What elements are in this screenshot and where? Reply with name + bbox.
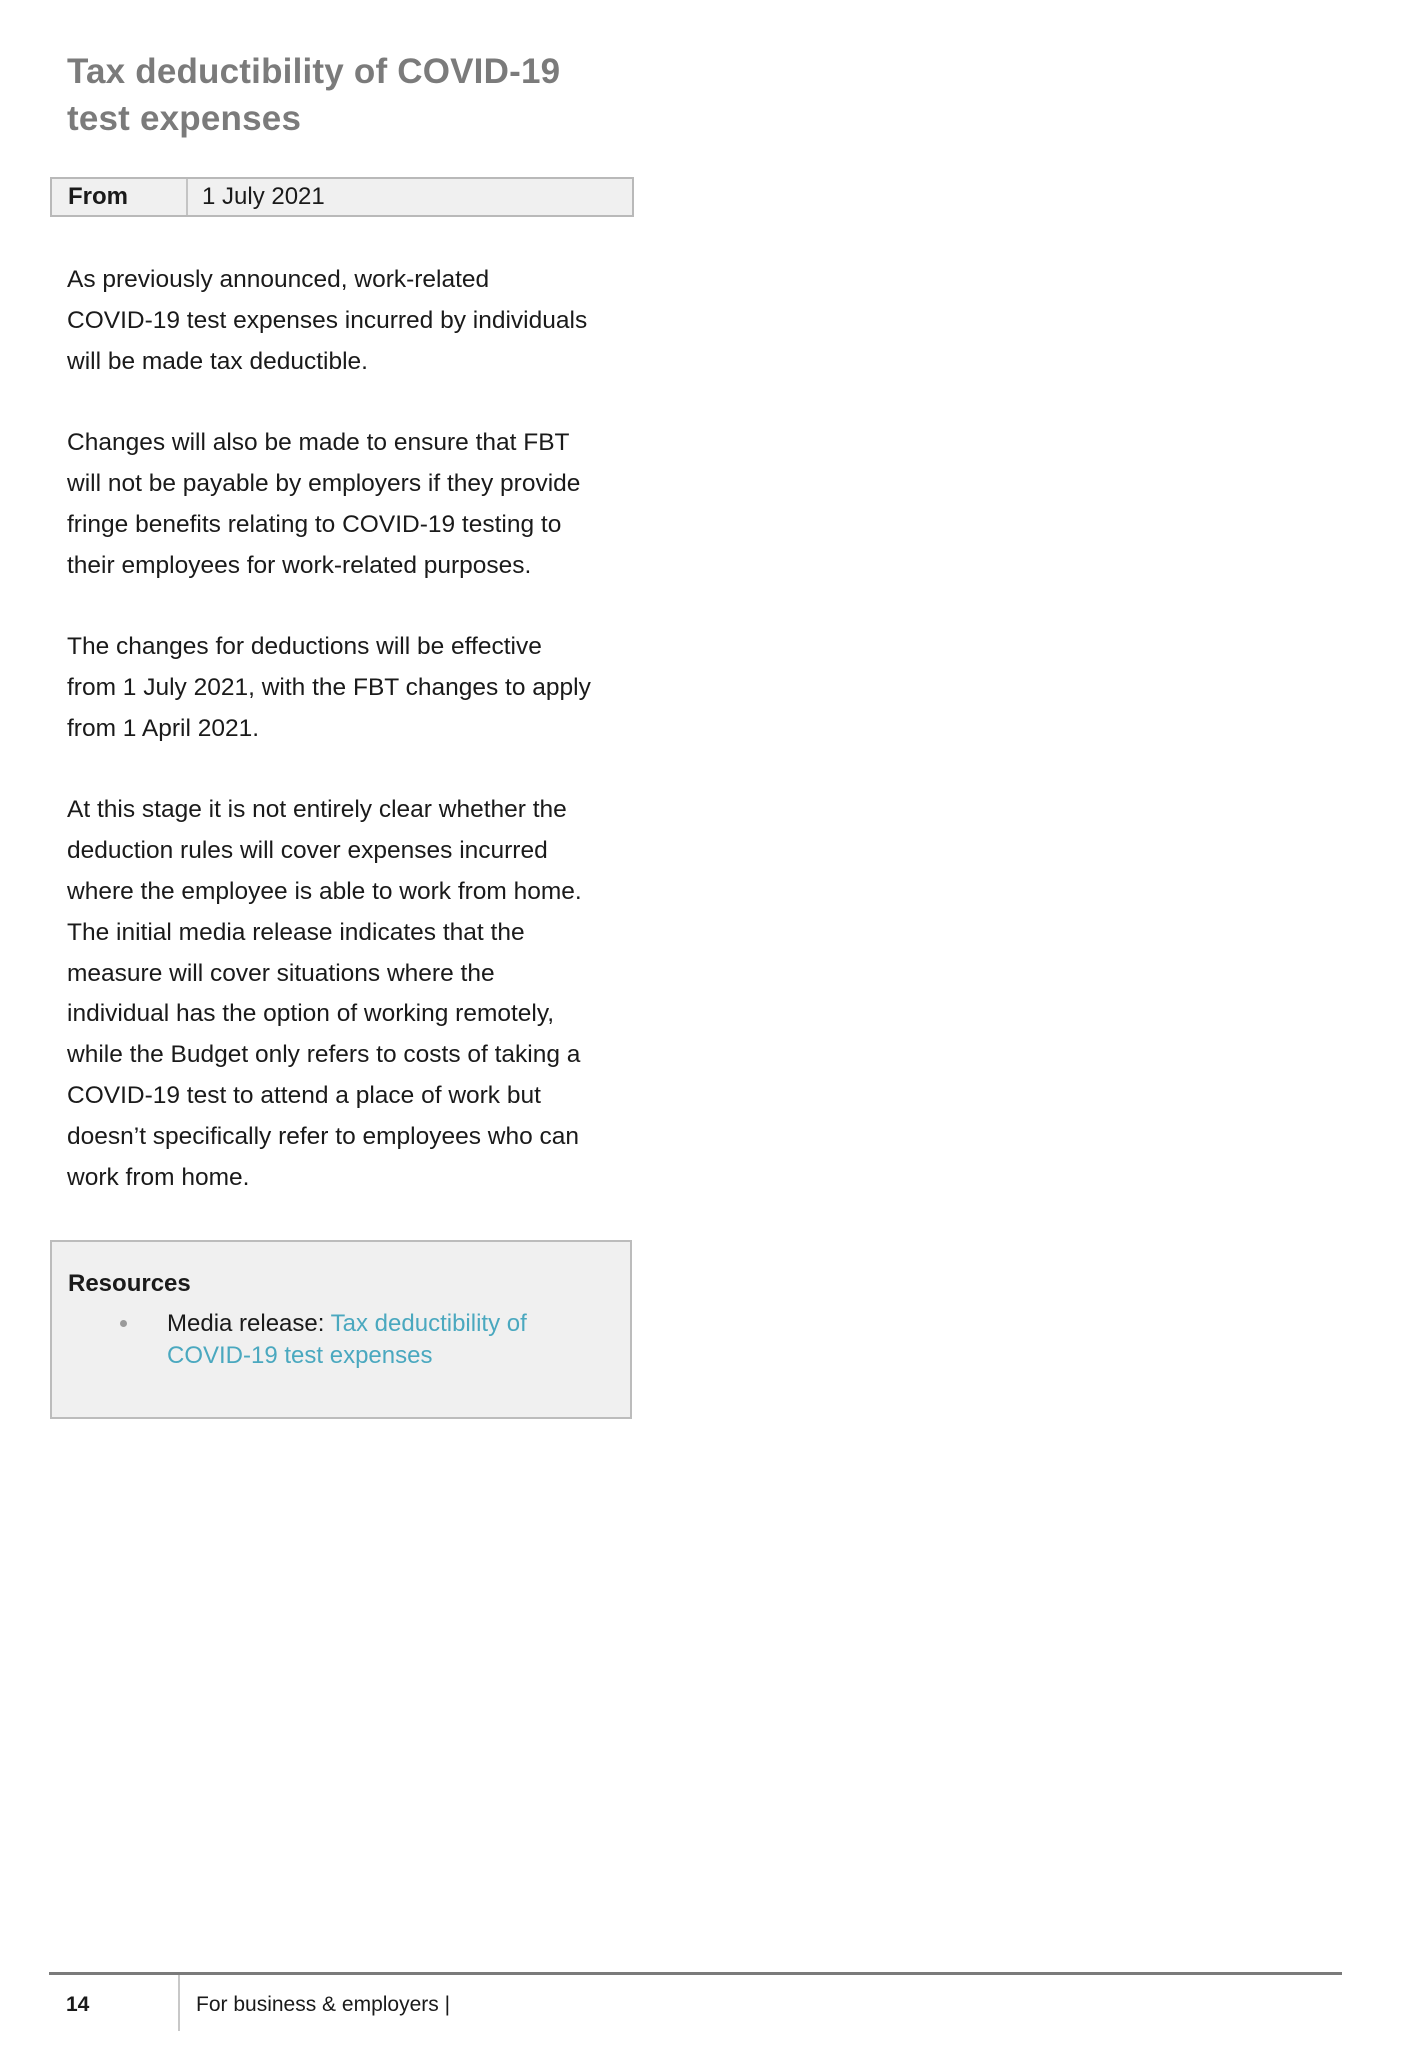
footer-divider-line: [49, 1972, 1342, 1975]
article-body: [67, 260, 667, 1239]
text-line: individual has the option of working remotely,: [67, 1000, 555, 1028]
page-title-line: test expenses: [67, 99, 302, 138]
text-line: deduction rules will cover expenses incurred: [67, 837, 548, 865]
resource-prefix: Media release:: [167, 1310, 331, 1337]
text-line: As previously announced, work-related: [67, 266, 490, 293]
from-label: From: [52, 179, 188, 215]
footer-vertical-separator: [178, 1975, 180, 2031]
page-title-line: Tax deductibility of COVID-19: [67, 52, 561, 91]
resources-list: [52, 1308, 630, 1372]
text-line: COVID-19 test to attend a place of work but: [67, 1081, 541, 1109]
paragraph-effective-dates: [67, 627, 667, 749]
bullet-dot-icon: [120, 1320, 127, 1327]
text-line: measure will cover situations where the: [67, 959, 495, 987]
text-line: COVID-19 test expenses incurred by individuals: [67, 306, 588, 334]
media-release-link[interactable]: Tax deductibility of: [330, 1310, 527, 1337]
page-title: [67, 48, 687, 142]
resource-line: [167, 1308, 630, 1340]
text-line: where the employee is able to work from home.: [67, 877, 582, 905]
text-line: The changes for deductions will be effective: [67, 633, 542, 661]
text-line: while the Budget only refers to costs of taking a: [67, 1041, 581, 1069]
resource-line: [167, 1340, 630, 1372]
text-line: their employees for work-related purposes.: [67, 551, 532, 579]
paragraph-announcement: [67, 260, 667, 382]
effective-date-table: [50, 177, 634, 217]
media-release-link-continued[interactable]: COVID-19 test expenses: [167, 1342, 433, 1369]
text-line: from 1 July 2021, with the FBT changes to apply: [67, 673, 591, 701]
text-line: At this stage it is not entirely clear whether the: [67, 796, 567, 824]
text-line: fringe benefits relating to COVID-19 testing to: [67, 510, 562, 538]
text-line: will not be payable by employers if they provide: [67, 469, 581, 497]
paragraph-fbt: [67, 423, 667, 586]
text-line: The initial media release indicates that the: [67, 918, 525, 946]
resources-heading: Resources: [68, 1270, 191, 1297]
text-line: will be made tax deductible.: [67, 347, 368, 375]
text-line: work from home.: [67, 1163, 250, 1191]
text-line: Changes will also be made to ensure that FBT: [67, 429, 570, 457]
page-number: 14: [66, 1993, 90, 2016]
resources-box: [50, 1240, 632, 1419]
from-date-value: 1 July 2021: [202, 183, 325, 210]
paragraph-work-from-home: [67, 790, 667, 1198]
footer-section-label: For business & employers |: [196, 1993, 451, 2016]
resource-list-item: [52, 1308, 630, 1372]
text-line: doesn’t specifically refer to employees who can: [67, 1122, 580, 1150]
text-line: from 1 April 2021.: [67, 714, 260, 742]
